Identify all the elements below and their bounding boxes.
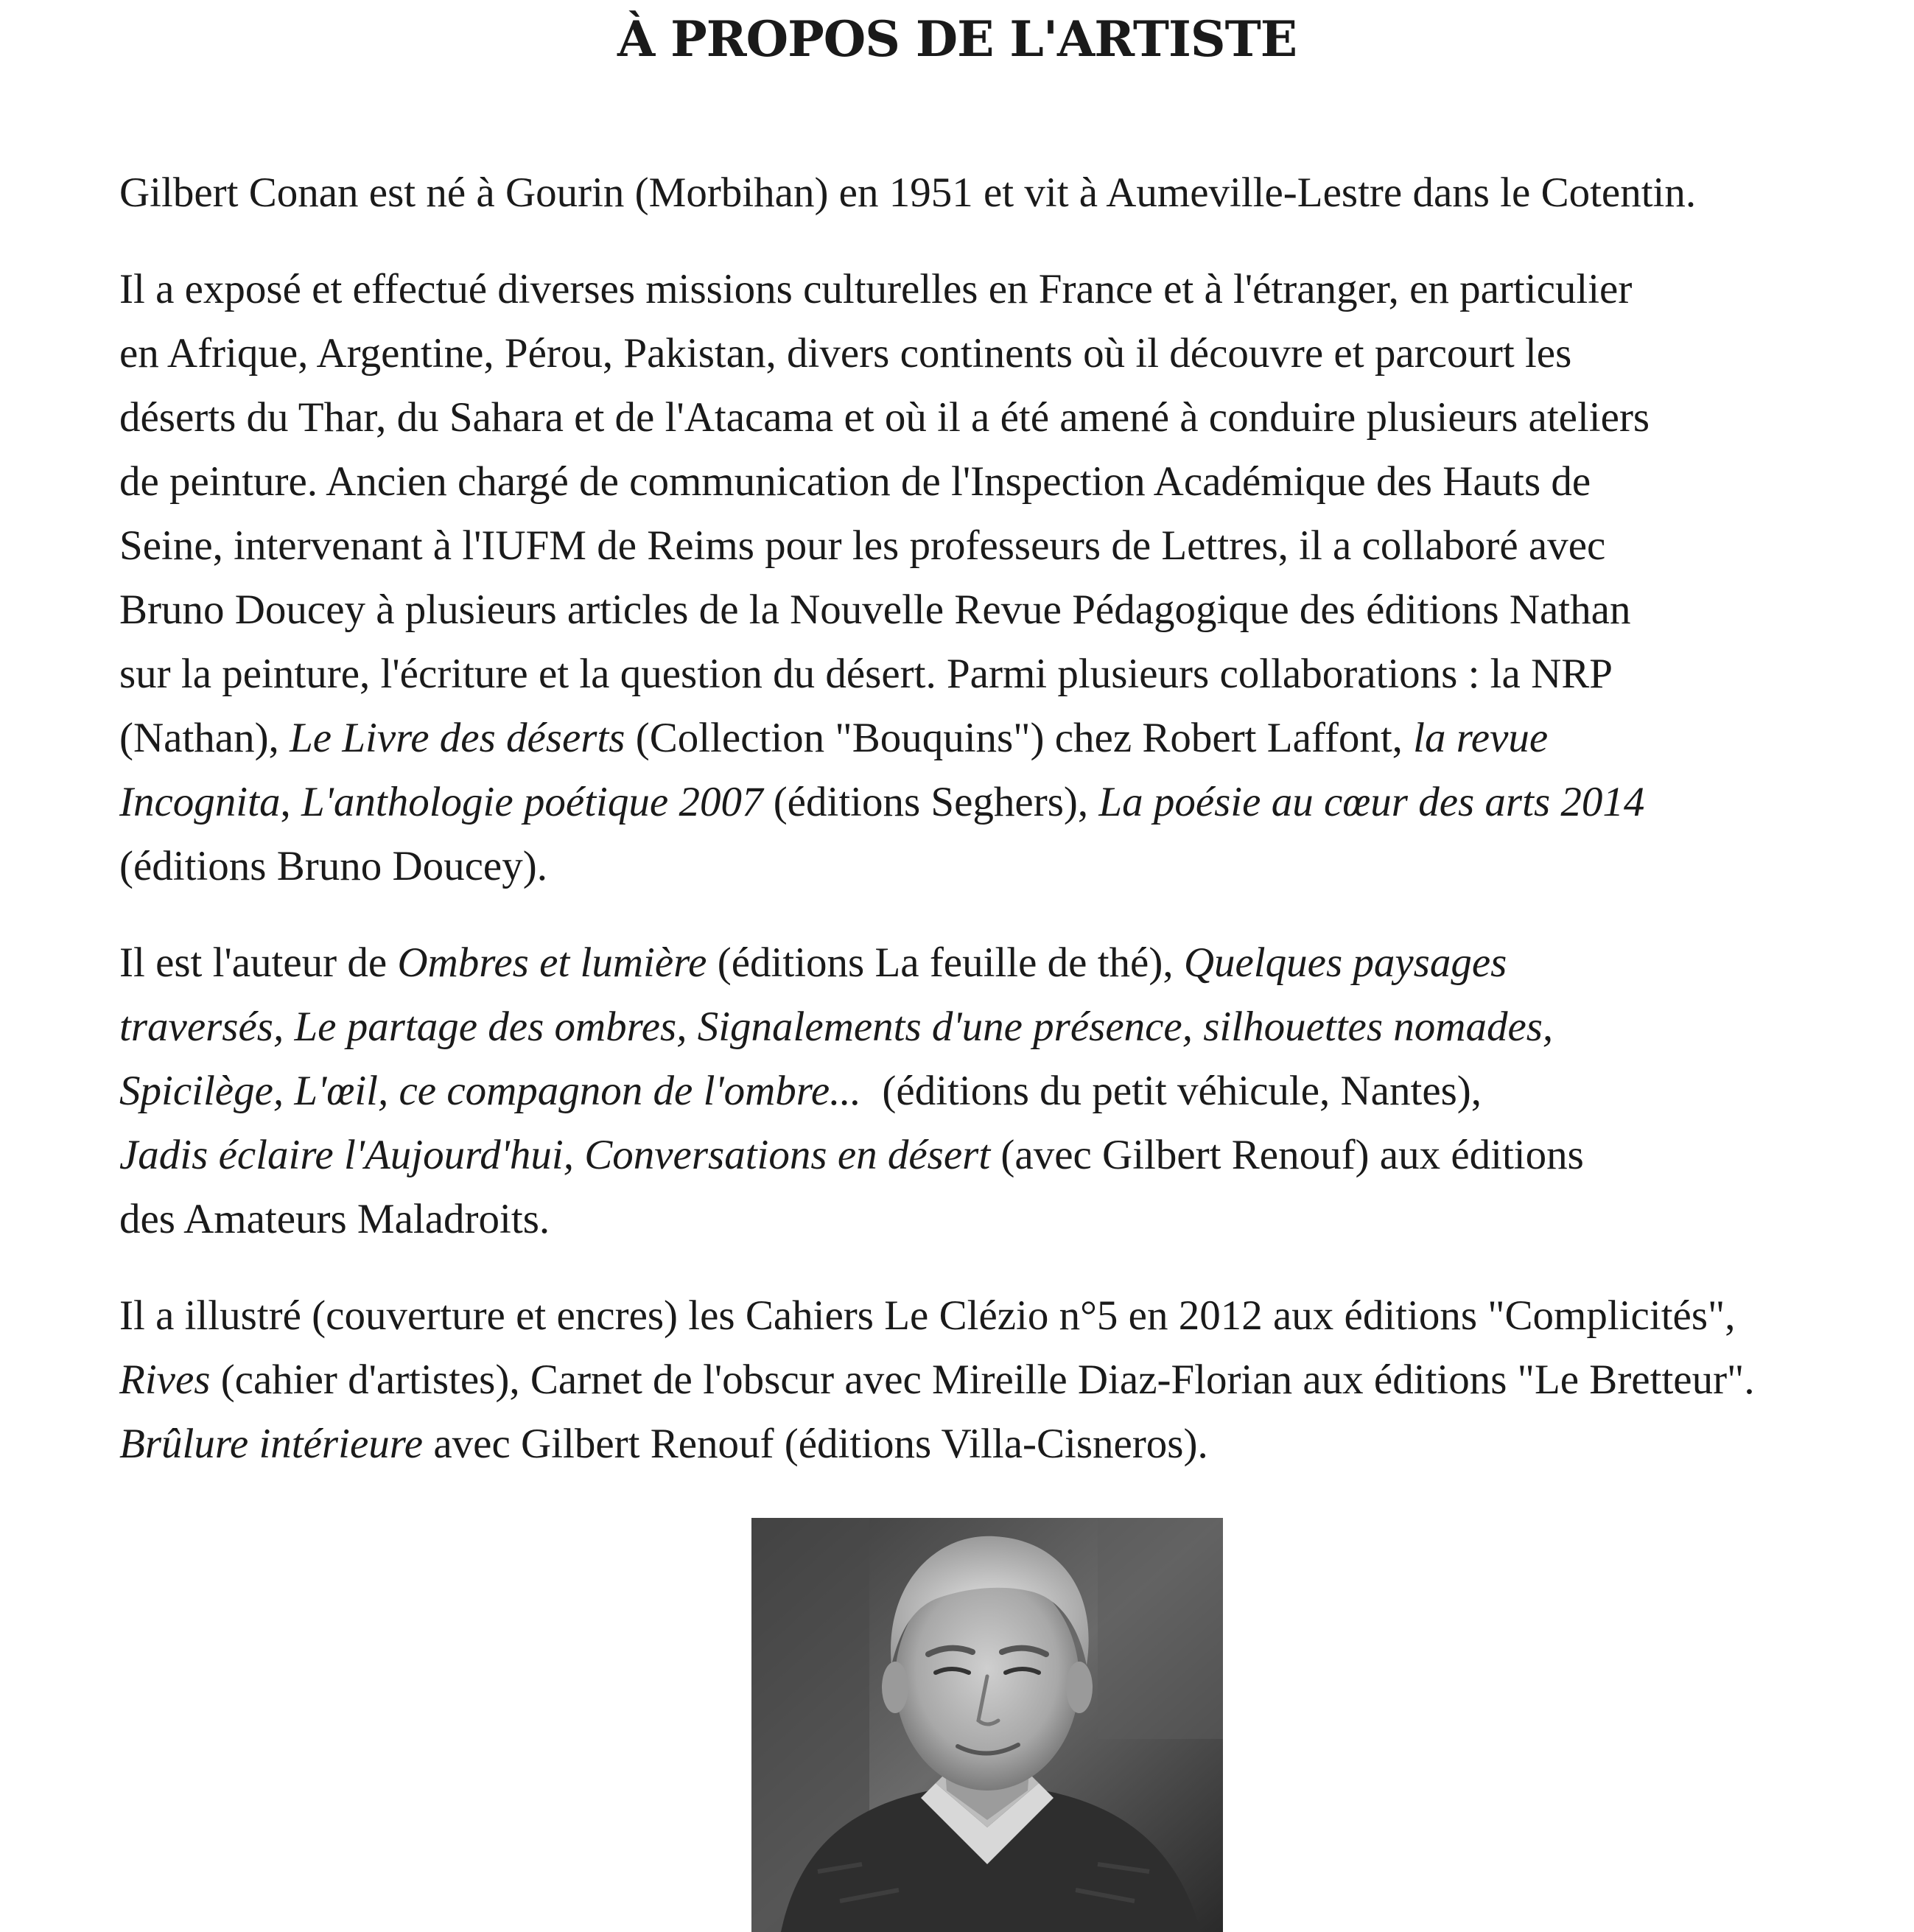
text-line	[119, 1123, 1814, 1187]
page-title: À PROPOS DE L'ARTISTE	[617, 10, 1297, 68]
book-title: Quelques paysages	[1183, 939, 1507, 986]
book-title: Spicilège, L'œil, ce compagnon de l'ombre...	[119, 1068, 861, 1114]
book-title: La poésie au cœur des arts 2014	[1098, 779, 1645, 825]
book-title: Rives	[119, 1357, 211, 1403]
text-segment: (éditions Seghers),	[763, 779, 1099, 825]
text-line	[119, 770, 1814, 834]
book-title: Jadis éclaire l'Aujourd'hui, Conversations en désert	[119, 1132, 991, 1178]
text-line: de peinture. Ancien chargé de communication de l'Inspection Académique des Hauts de	[119, 458, 1591, 505]
artist-portrait-photo	[751, 1518, 1223, 1932]
book-title: la revue	[1413, 715, 1549, 761]
paragraph-missions	[119, 257, 1814, 898]
text-line: Bruno Doucey à plusieurs articles de la Nouvelle Revue Pédagogique des éditions Nathan	[119, 587, 1631, 633]
text-line	[119, 1348, 1814, 1412]
text-line: en Afrique, Argentine, Pérou, Pakistan, divers continents où il découvre et parcourt les	[119, 330, 1572, 377]
text-line: déserts du Thar, du Sahara et de l'Atacama et où il a été amené à conduire plusieurs ateliers	[119, 394, 1650, 441]
portrait-illustration	[751, 1518, 1223, 1932]
text-line: Il a illustré (couverture et encres) les Cahiers Le Clézio n°5 en 2012 aux éditions "Complicités",	[119, 1292, 1736, 1339]
text-line	[119, 931, 1814, 995]
book-title: Brûlure intérieure	[119, 1421, 424, 1467]
paragraph-illustrations	[119, 1284, 1814, 1476]
text-line: des Amateurs Maladroits.	[119, 1196, 550, 1242]
text-segment: (éditions du petit véhicule, Nantes),	[860, 1068, 1482, 1114]
text-segment: (Collection "Bouquins") chez Robert Laffont,	[625, 715, 1414, 761]
text-line: (éditions Bruno Doucey).	[119, 843, 547, 889]
biography-text	[119, 161, 1814, 1508]
text-segment: (cahier d'artistes), Carnet de l'obscur avec Mireille Diaz-Florian aux éditions "Le Bretteur".	[210, 1357, 1755, 1403]
book-title: Ombres et lumière	[397, 939, 707, 986]
text-segment: ,	[280, 779, 301, 825]
text-segment: (Nathan),	[119, 715, 290, 761]
text-segment: Il est l'auteur de	[119, 939, 398, 986]
text-line: Seine, intervenant à l'IUFM de Reims pour les professeurs de Lettres, il a collaboré avec	[119, 522, 1606, 569]
text-segment: (avec Gilbert Renouf) aux éditions	[990, 1132, 1584, 1178]
paragraph-birth	[119, 161, 1814, 225]
text-line	[119, 1059, 1814, 1123]
text-line	[119, 706, 1814, 770]
text-line: Il a exposé et effectué diverses missions culturelles en France et à l'étranger, en particulier	[119, 266, 1633, 312]
text-line	[119, 995, 1814, 1059]
text-line: Gilbert Conan est né à Gourin (Morbihan) en 1951 et vit à Aumeville-Lestre dans le Cotentin.	[119, 169, 1697, 216]
book-title: traversés, Le partage des ombres, Signalements d'une présence, silhouettes nomades,	[119, 1004, 1554, 1050]
book-title: L'anthologie poétique 2007	[301, 779, 763, 825]
text-segment: avec Gilbert Renouf (éditions Villa-Cisneros).	[423, 1421, 1208, 1467]
text-line: sur la peinture, l'écriture et la question du désert. Parmi plusieurs collaborations : la NRP	[119, 651, 1613, 697]
text-line	[119, 1412, 1814, 1476]
book-title: Le Livre des déserts	[290, 715, 625, 761]
book-title: Incognita	[119, 779, 281, 825]
text-segment: (éditions La feuille de thé),	[707, 939, 1184, 986]
paragraph-author	[119, 931, 1814, 1251]
